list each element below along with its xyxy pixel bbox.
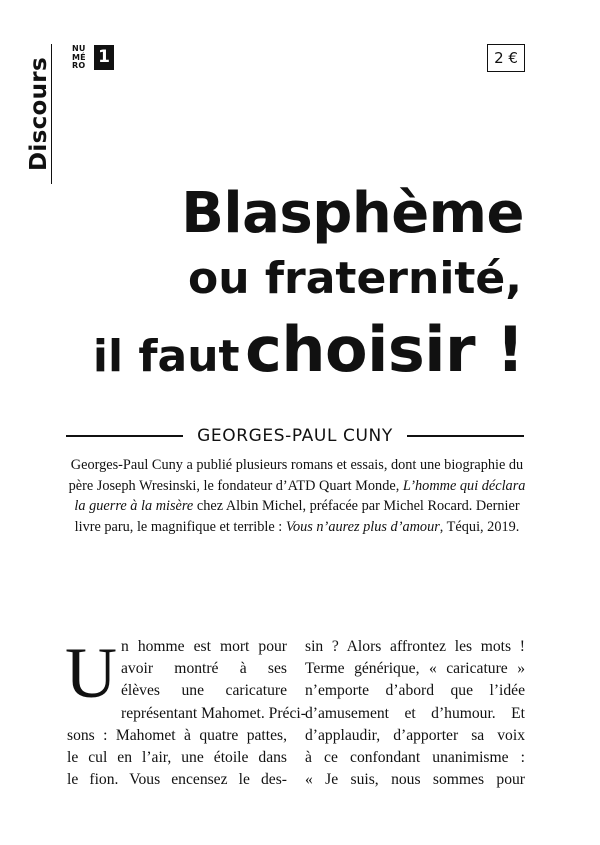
title-line-3 bbox=[93, 312, 524, 404]
byline bbox=[66, 424, 524, 448]
bio-text: Georges-Paul Cuny a publié plusieurs romans et essais, dont une biographie du père Joseph Wresinski, le fondateur d’ATD Quart Monde, bbox=[68, 457, 524, 494]
bio-book-title: L’homme qui déclara la guerre à la misère bbox=[74, 477, 526, 514]
body-column-right bbox=[305, 636, 525, 791]
price-tag: 2 € bbox=[487, 44, 525, 72]
body-line: le cul en l’air, une étoile dans bbox=[67, 749, 287, 767]
byline-rule-left bbox=[66, 435, 183, 436]
issue-badge bbox=[72, 45, 114, 71]
body-line: sons : Mahomet à quatre pattes, bbox=[67, 726, 287, 744]
issue-label-line: NU bbox=[72, 44, 86, 53]
drop-cap: U bbox=[65, 633, 117, 713]
body-line: avoir montré à ses bbox=[121, 660, 287, 678]
issue-label bbox=[72, 45, 94, 71]
body-column-left bbox=[65, 633, 306, 791]
bio-text: chez Albin Michel, préfacée par Michel Rocard. Dernier livre paru, le magnifique et terrible : bbox=[74, 498, 520, 535]
title-line-1: Blasphème bbox=[181, 181, 524, 246]
issue-label-line: RO bbox=[72, 61, 86, 70]
article-title bbox=[93, 182, 524, 404]
issue-number: 1 bbox=[94, 45, 114, 70]
body-line: d’applaudir, d’apporter sa voix bbox=[305, 726, 525, 744]
title-line-3-start: il faut bbox=[92, 331, 240, 382]
issue-label-line: MÉ bbox=[72, 52, 86, 62]
body-line: à ce confondant unanimisme : bbox=[305, 749, 525, 767]
series-header bbox=[25, 44, 52, 184]
author-name: GEORGES-PAUL CUNY bbox=[197, 426, 393, 446]
author-bio bbox=[64, 455, 530, 537]
title-line-2: ou fraternité, bbox=[188, 253, 522, 304]
title-line-3-emphasis: choisir ! bbox=[245, 313, 524, 386]
body-line: représentant Mahomet. Préci- bbox=[121, 704, 306, 722]
body-line: sin ? Alors affrontez les mots ! bbox=[305, 638, 525, 655]
bio-text: , Téqui, 2019. bbox=[439, 518, 520, 535]
body-line: élèves une caricature bbox=[121, 682, 287, 700]
body-line: n’emporte d’abord que l’idée bbox=[305, 682, 525, 700]
body-line: Terme générique, « caricature » bbox=[305, 660, 525, 678]
body-line: n homme est mort pour bbox=[121, 638, 287, 655]
byline-rule-right bbox=[407, 435, 524, 436]
body-line: « Je suis, nous sommes pour bbox=[305, 771, 525, 789]
body-line: le fion. Vous encensez le des- bbox=[67, 771, 287, 789]
series-name: Discours bbox=[26, 57, 52, 171]
bio-book-title: Vous n’aurez plus d’amour bbox=[285, 518, 440, 535]
body-line: d’amusement et d’humour. Et bbox=[305, 704, 525, 722]
